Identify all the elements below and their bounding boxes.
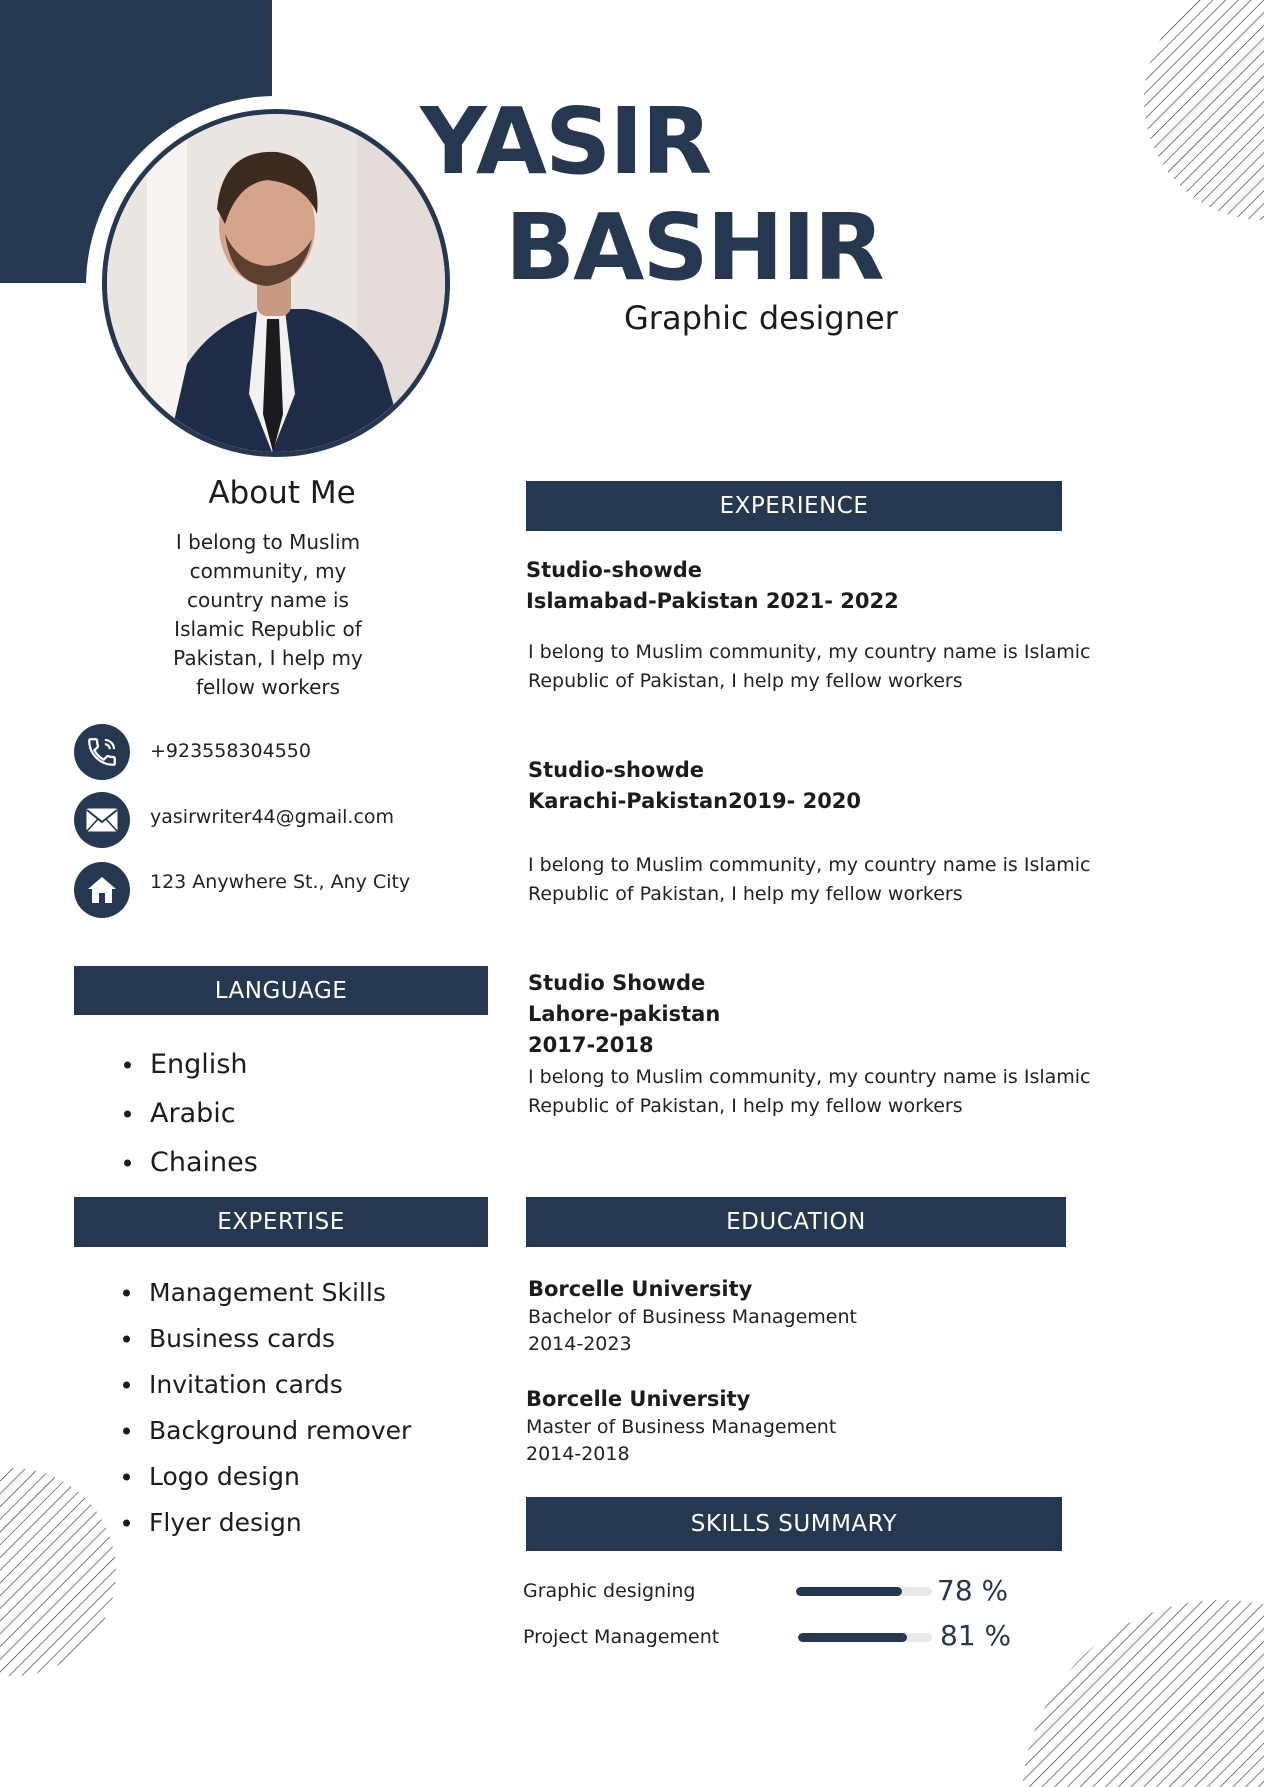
skill-label: Project Management [523, 1626, 720, 1648]
about-line: community, my [189, 559, 347, 583]
mail-icon [74, 792, 130, 848]
about-line: Islamic Republic of [174, 617, 362, 641]
experience-company: Studio Showde [528, 971, 706, 995]
about-heading: About Me [208, 475, 356, 511]
job-title: Graphic designer [624, 299, 898, 337]
expertise-heading: EXPERTISE [74, 1197, 488, 1247]
hatched-circle-decoration [1012, 1600, 1264, 1787]
expertise-item: Business cards [123, 1316, 411, 1362]
experience-heading: EXPERIENCE [526, 481, 1062, 531]
language-item: Arabic [124, 1089, 258, 1138]
experience-company: Studio-showde [528, 758, 705, 782]
description-line: Republic of Pakistan, I help my fellow workers [528, 883, 963, 905]
education-years: 2014-2018 [526, 1443, 630, 1465]
experience-place: Islamabad-Pakistan 2021- 2022 [526, 589, 899, 613]
experience-entry [528, 755, 1148, 909]
expertise-item: Flyer design [123, 1500, 411, 1546]
experience-company: Studio-showde [526, 558, 703, 582]
email-address: yasirwriter44@gmail.com [150, 806, 395, 828]
language-heading: LANGUAGE [74, 966, 488, 1015]
about-line: country name is [187, 588, 349, 612]
education-years: 2014-2023 [528, 1333, 632, 1355]
experience-place: Karachi-Pakistan2019- 2020 [528, 789, 862, 813]
skill-percent: 78 % [937, 1574, 1009, 1607]
expertise-list [123, 1270, 411, 1546]
language-list [124, 1040, 258, 1187]
home-icon [74, 862, 130, 918]
phone-icon [74, 724, 130, 780]
expertise-item: Background remover [123, 1408, 411, 1454]
profile-photo [102, 109, 450, 457]
language-item: Chaines [124, 1138, 258, 1187]
skill-bar [796, 1587, 932, 1596]
experience-description [526, 638, 1146, 696]
hatched-circle-decoration [0, 1468, 118, 1678]
experience-description [528, 1063, 1148, 1121]
education-degree: Bachelor of Business Management [528, 1306, 857, 1328]
education-entry [528, 1275, 1088, 1358]
education-school: Borcelle University [528, 1277, 753, 1301]
about-text [150, 528, 386, 702]
experience-description [528, 851, 1148, 909]
phone-number: +923558304550 [150, 740, 311, 762]
experience-place: Lahore-pakistan [528, 1002, 721, 1026]
portrait-photo-icon [107, 114, 445, 452]
street-address: 123 Anywhere St., Any City [150, 871, 411, 893]
first-name: YASIR [420, 88, 711, 195]
about-line: Pakistan, I help my [173, 646, 363, 670]
expertise-item: Logo design [123, 1454, 411, 1500]
skills-heading: SKILLS SUMMARY [526, 1497, 1062, 1551]
experience-entry [526, 555, 1146, 696]
hatched-circle-decoration [1136, 0, 1264, 240]
description-line: I belong to Muslim community, my country name is Islamic [528, 641, 1091, 663]
skill-bar-fill [798, 1633, 907, 1642]
about-line: I belong to Muslim [175, 530, 361, 554]
expertise-item: Management Skills [123, 1270, 411, 1316]
language-item: English [124, 1040, 258, 1089]
education-heading: EDUCATION [526, 1197, 1066, 1247]
experience-entry [528, 968, 1148, 1121]
education-entry [526, 1385, 1086, 1468]
education-degree: Master of Business Management [526, 1416, 837, 1438]
expertise-item: Invitation cards [123, 1362, 411, 1408]
description-line: I belong to Muslim community, my country name is Islamic [528, 1066, 1091, 1088]
experience-years: 2017-2018 [528, 1033, 654, 1057]
description-line: Republic of Pakistan, I help my fellow workers [528, 1095, 963, 1117]
skill-bar [798, 1633, 932, 1642]
last-name: BASHIR [505, 194, 883, 301]
description-line: I belong to Muslim community, my country name is Islamic [528, 854, 1091, 876]
about-line: fellow workers [195, 675, 341, 699]
skill-label: Graphic designing [523, 1580, 696, 1602]
description-line: Republic of Pakistan, I help my fellow workers [528, 670, 963, 692]
skill-bar-fill [796, 1587, 902, 1596]
education-school: Borcelle University [526, 1387, 751, 1411]
skill-percent: 81 % [940, 1619, 1012, 1652]
